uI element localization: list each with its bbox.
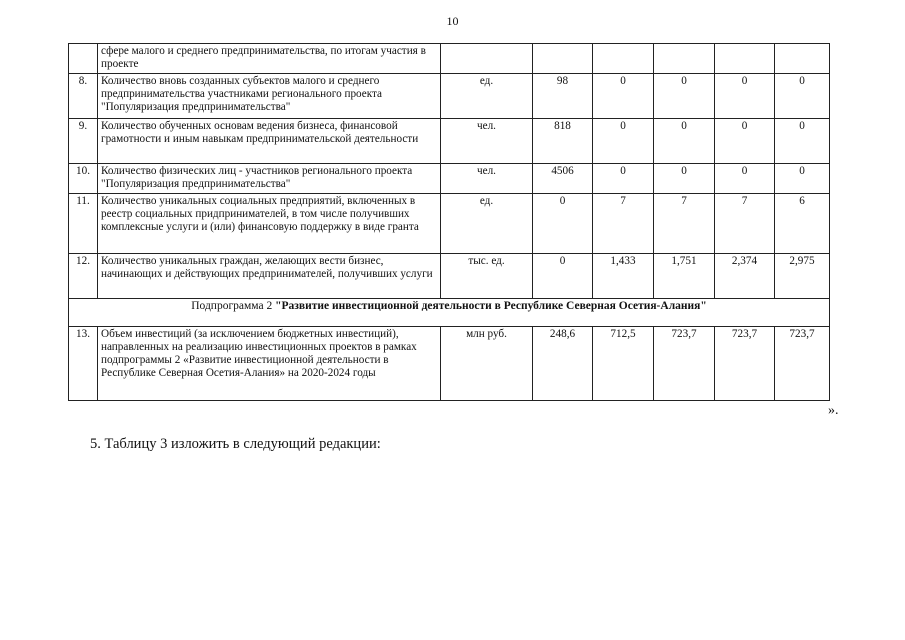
row-number: 8. bbox=[69, 74, 98, 119]
value-cell: 0 bbox=[654, 164, 715, 194]
value-cell: 712,5 bbox=[593, 327, 654, 401]
unit-of-measure: чел. bbox=[441, 119, 533, 164]
row-number bbox=[69, 44, 98, 74]
value-cell: 0 bbox=[593, 119, 654, 164]
value-cell: 1,751 bbox=[654, 254, 715, 299]
value-cell: 723,7 bbox=[775, 327, 830, 401]
indicator-description: Количество уникальных социальных предприятий, включенных в реестр социальных придпринимателей, в том числе получивших комплексные услуги и (или) финансовую поддержку в виде гранта bbox=[98, 194, 441, 254]
table-body bbox=[69, 44, 830, 401]
table-row bbox=[69, 74, 830, 119]
value-cell: 0 bbox=[593, 74, 654, 119]
subprogram-title: "Развитие инвестиционной деятельности в Республике Северная Осетия-Алания" bbox=[275, 300, 707, 312]
value-cell: 4506 bbox=[533, 164, 593, 194]
value-cell: 723,7 bbox=[654, 327, 715, 401]
value-cell: 248,6 bbox=[533, 327, 593, 401]
paragraph-5: 5. Таблицу 3 изложить в следующий редакции: bbox=[90, 436, 381, 452]
subprogram-heading bbox=[69, 299, 830, 327]
value-cell: 0 bbox=[715, 119, 775, 164]
row-number: 11. bbox=[69, 194, 98, 254]
unit-of-measure: ед. bbox=[441, 194, 533, 254]
table-row bbox=[69, 254, 830, 299]
value-cell: 6 bbox=[775, 194, 830, 254]
value-cell: 7 bbox=[593, 194, 654, 254]
table-row bbox=[69, 194, 830, 254]
row-number: 12. bbox=[69, 254, 98, 299]
value-cell: 0 bbox=[593, 164, 654, 194]
value-cell bbox=[775, 44, 830, 74]
unit-of-measure: чел. bbox=[441, 164, 533, 194]
table-row bbox=[69, 164, 830, 194]
value-cell: 0 bbox=[533, 254, 593, 299]
table-row bbox=[69, 44, 830, 74]
indicators-table bbox=[68, 43, 830, 401]
unit-of-measure bbox=[441, 44, 533, 74]
value-cell: 0 bbox=[654, 74, 715, 119]
value-cell: 7 bbox=[715, 194, 775, 254]
value-cell bbox=[654, 44, 715, 74]
row-number: 13. bbox=[69, 327, 98, 401]
value-cell: 1,433 bbox=[593, 254, 654, 299]
value-cell bbox=[715, 44, 775, 74]
closing-quote: ». bbox=[828, 403, 839, 418]
indicator-description: Объем инвестиций (за исключением бюджетных инвестиций), направленных на реализацию инвестиционных проектов в рамках подпрограммы 2 «Развитие инвестиционной деятельности в Республике Северная Осетия-Алания» на 2020-2024 годы bbox=[98, 327, 441, 401]
value-cell bbox=[533, 44, 593, 74]
value-cell: 7 bbox=[654, 194, 715, 254]
value-cell: 818 bbox=[533, 119, 593, 164]
page-number: 10 bbox=[446, 14, 459, 28]
indicator-description: Количество физических лиц - участников регионального проекта "Популяризация предпринимательства" bbox=[98, 164, 441, 194]
unit-of-measure: ед. bbox=[441, 74, 533, 119]
value-cell: 0 bbox=[715, 74, 775, 119]
unit-of-measure: млн руб. bbox=[441, 327, 533, 401]
subprogram-row bbox=[69, 299, 830, 327]
table-row bbox=[69, 119, 830, 164]
value-cell: 0 bbox=[775, 74, 830, 119]
subprogram-prefix: Подпрограмма 2 bbox=[191, 300, 276, 312]
value-cell: 723,7 bbox=[715, 327, 775, 401]
value-cell: 2,374 bbox=[715, 254, 775, 299]
indicator-description: Количество вновь созданных субъектов малого и среднего предпринимательства участниками регионального проекта "Популяризация предпринимательства" bbox=[98, 74, 441, 119]
value-cell: 0 bbox=[715, 164, 775, 194]
row-number: 10. bbox=[69, 164, 98, 194]
value-cell: 98 bbox=[533, 74, 593, 119]
value-cell: 0 bbox=[533, 194, 593, 254]
indicator-description: сфере малого и среднего предпринимательства, по итогам участия в проекте bbox=[98, 44, 441, 74]
indicator-description: Количество обученных основам ведения бизнеса, финансовой грамотности и иным навыкам предпринимательской деятельности bbox=[98, 119, 441, 164]
indicator-description: Количество уникальных граждан, желающих вести бизнес, начинающих и действующих предпринимателей, получивших услуги bbox=[98, 254, 441, 299]
value-cell bbox=[593, 44, 654, 74]
unit-of-measure: тыс. ед. bbox=[441, 254, 533, 299]
row-number: 9. bbox=[69, 119, 98, 164]
value-cell: 0 bbox=[775, 164, 830, 194]
value-cell: 0 bbox=[775, 119, 830, 164]
value-cell: 0 bbox=[654, 119, 715, 164]
value-cell: 2,975 bbox=[775, 254, 830, 299]
table-row bbox=[69, 327, 830, 401]
